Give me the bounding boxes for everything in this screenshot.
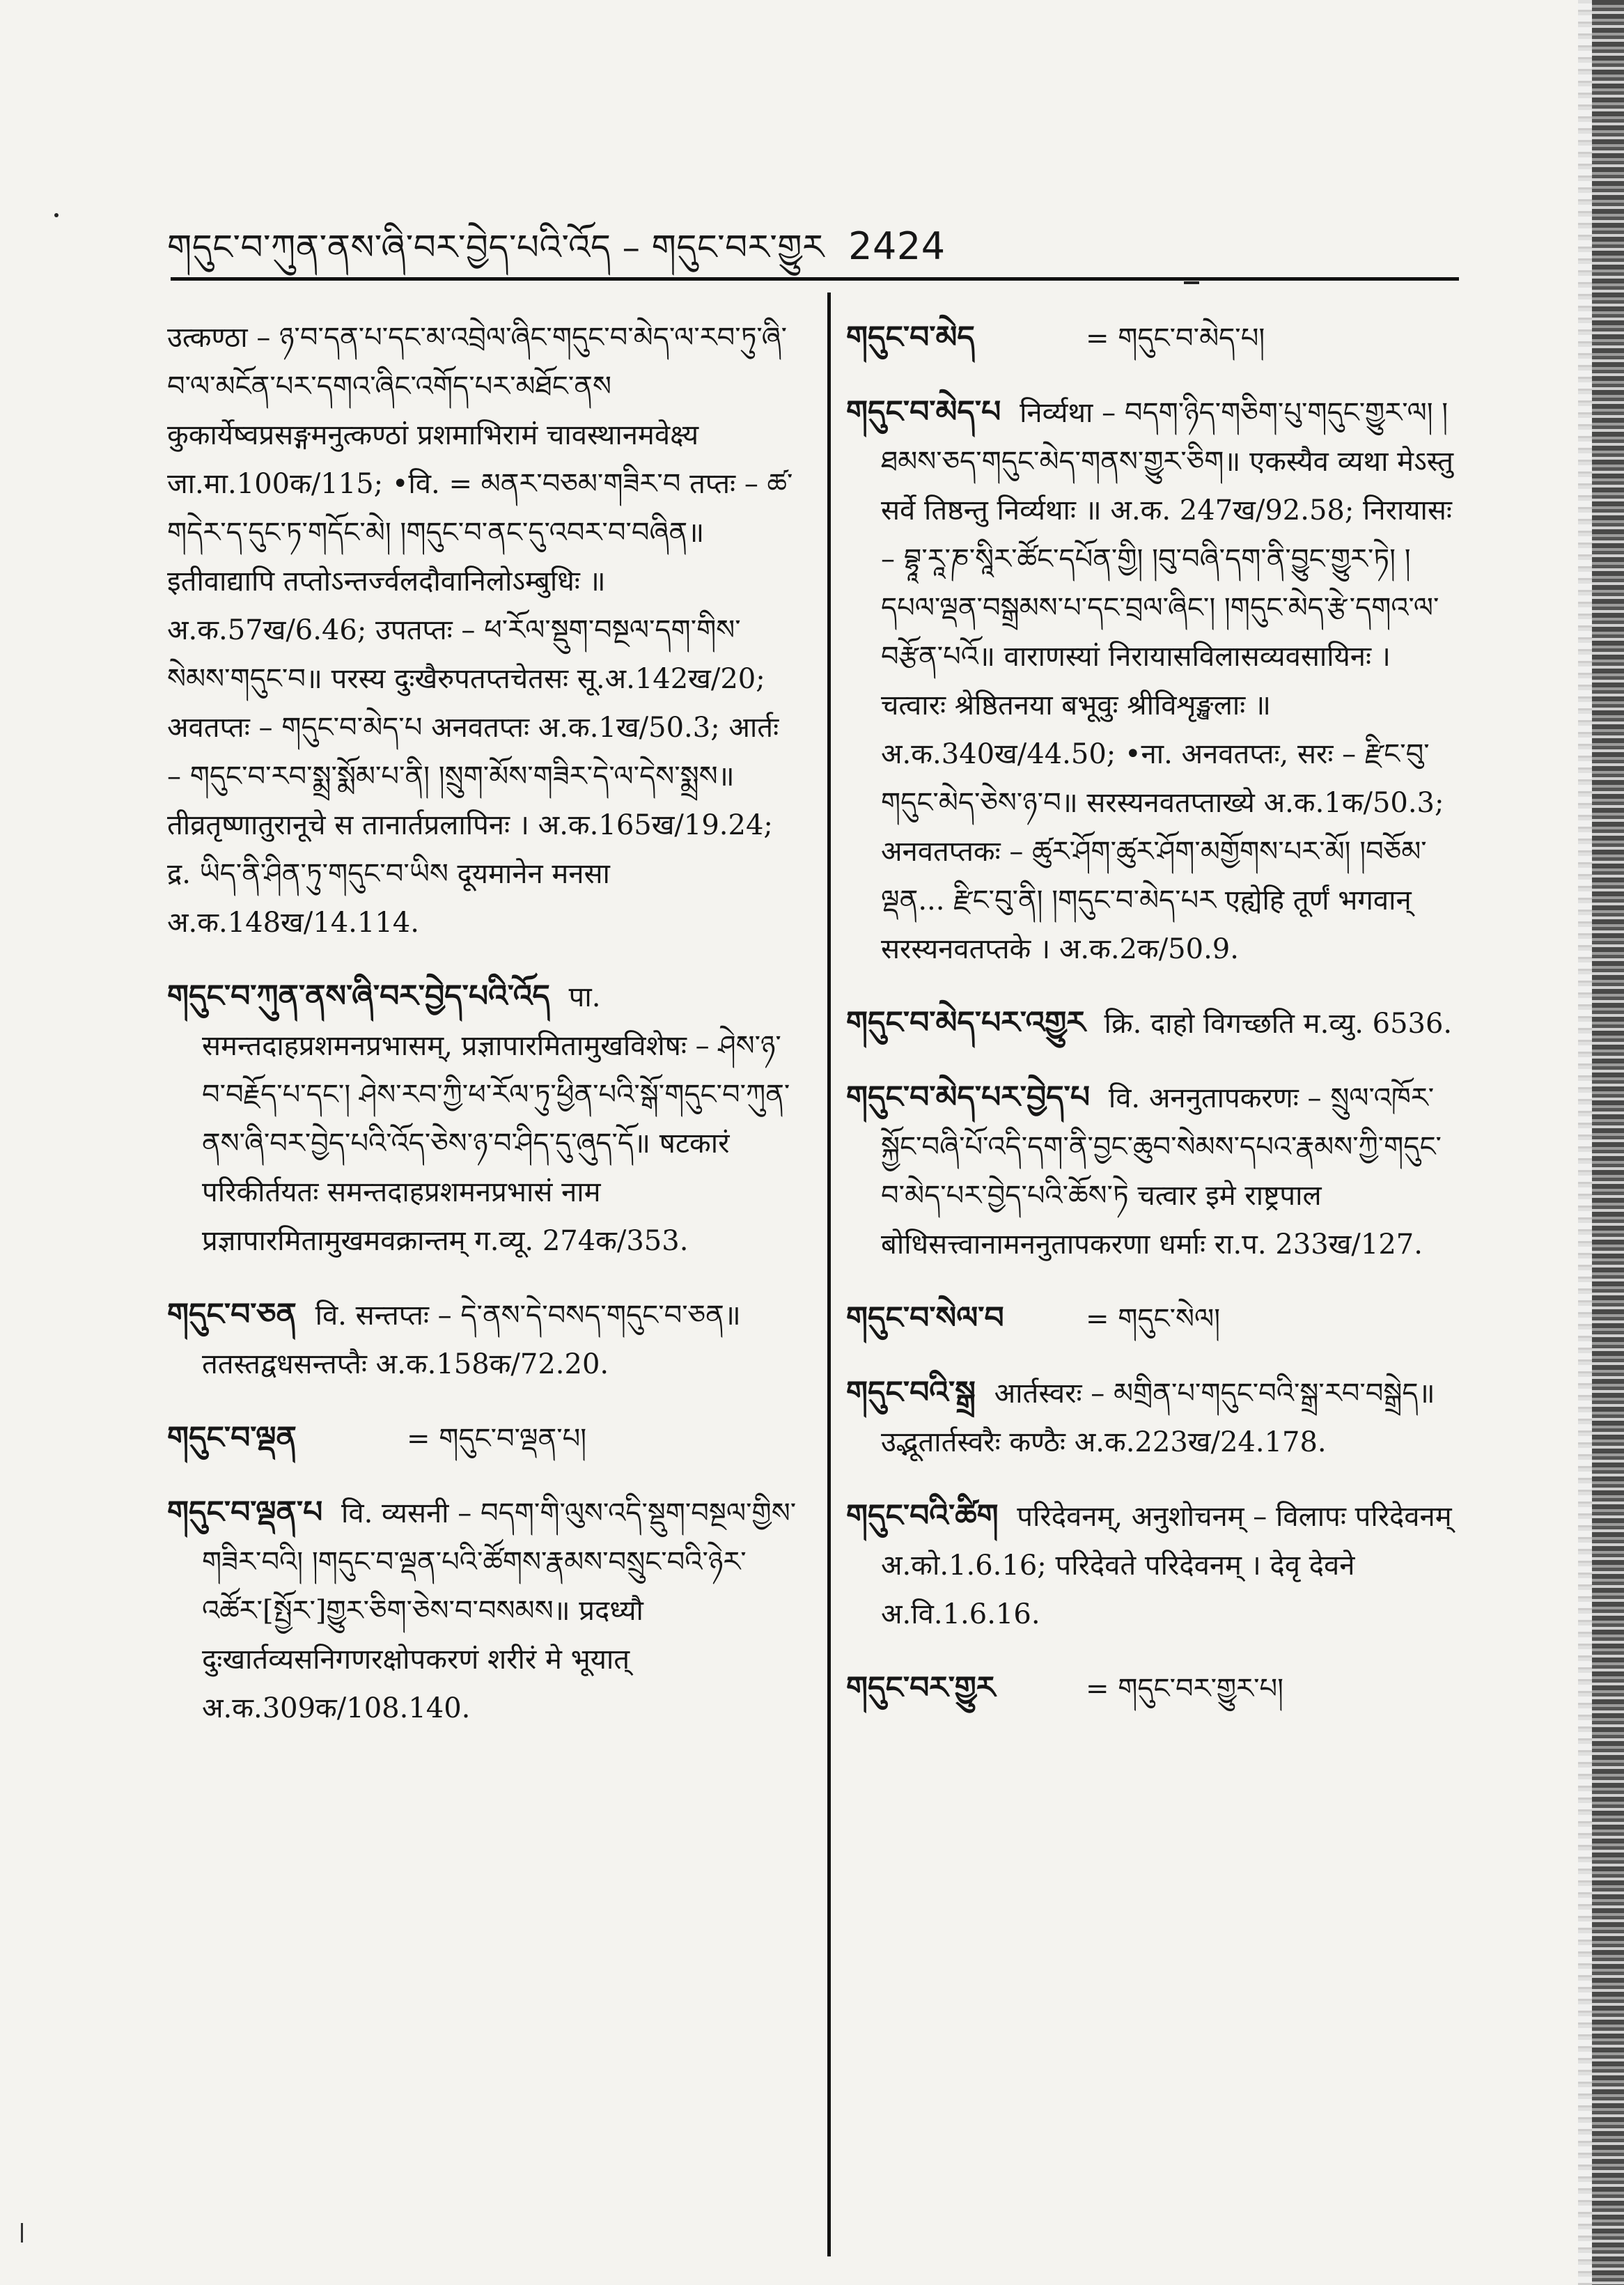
entry-headword: གདུང་བ་མེད་པར་བྱེད་པ [846,1079,1091,1115]
entry-body: पा. समन्तदाहप्रशमनप्रभासम्, प्रज्ञापारमितामुखविशेषः – ཤེས་ཉ་བ་བརྗོད་པ་དང་། ཤེས་རབ་ཀྱི་ཕ་རོལ་ཏུ་ཕྱིན་པའི་སྒོ་གདུང་བ་ཀུན་ནས་ཞི་བར་བྱེད་པའི་འོད་ཅེས་ཉ་བ་ཤིད་དུ་ཞུད་དོ॥ षटकारं परिकीर्तयतः समन्तदाहप्रशमनप्रभासं नाम प्रज्ञापारमितामुखमवक्रान्तम् ग.व्यू. 274क/353. [202,981,790,1257]
dictionary-entry [167,1290,801,1389]
left-column [167,313,801,1758]
running-title: གདུང་བ་ཀུན་ནས་ཞི་བར་བྱེད་པའི་འོད – གདུང་བར་གྱུར [167,227,825,267]
page-number: 2424 [848,224,946,268]
entry-body: वि. व्यसनी – བདག་གི་ལུས་འདི་སྡུག་བསྔལ་གྱིས་གཟིར་བའི། །གདུང་བ་ལྡན་པའི་ཚོགས་རྣམས་བསྲུང་བའི་ཉེར་འཚོར་[སྤྱོར་]གྱུར་ཅིག་ཅེས་བ་བསམས॥ प्रदध्यौ दुःखार्तव्यसनिगणरक्षोपकरणं शरीरं मे भूयात् अ.क.309क/108.140. [202,1497,797,1724]
dictionary-entry [846,388,1459,974]
running-header [167,209,946,306]
entry-headword: གདུང་བ་ཅན [167,1297,297,1332]
entry-body: आर्तस्वरः – མགྲིན་པ་གདུང་བའི་སྒྲ་རབ་བསྒྲེད॥ उद्भूतार्तस्वरैः कण्ठैः अ.क.223ख/24.178. [881,1378,1435,1458]
entry-body: क्रि. दाहो विगच्छति म.व्यु. 6536. [1104,1008,1453,1040]
cross-reference-entry [846,313,1459,363]
entry-body: = གདུང་བར་གྱུར་པ། [1086,1673,1283,1705]
scan-edge-light [1578,0,1592,2285]
column-divider [827,293,831,2256]
dictionary-entry [167,1488,801,1733]
entry-body: = གདུང་བ་ལྡན་པ། [407,1423,587,1455]
entry-body: उत्कण्ठा – ཉ་བ་དན་པ་དང་མ་འབྲེལ་ཞིང་གདུང་བ་མེད་ལ་རབ་ཏུ་ཞི་བ་ལ་མངོན་པར་དགའ་ཞིང་འགོད་པར་མཐོང་ནས कुकार्येष्वप्रसङ्गमनुत्कण्ठां प्रशमाभिरामं चावस्थानमवेक्ष्य जा.मा.100क/115; •वि. = མནར་བཅམ་གཟིར་བ तप्तः – ཚ་གདེར་ད་དུང་ཏ་གདོང་མེ། །གདུང་བ་ནང་དུ་འབར་བ་བཞིན॥ इतीवाद्यापि तप्तोऽन्तर्ज्वलदौवानिलोऽम्बुधिः ॥ अ.क.57ख/6.46; उपतप्तः – ཕ་རོལ་སྡུག་བསྔལ་དག་གིས་སེམས་གདུང་བ॥ परस्य दुःखैरुपतप्तचेतसः सू.अ.142ख/20; अवतप्तः – གདུང་བ་མེད་པ अनवतप्तः अ.क.1ख/50.3; आर्तः – གདུང་བ་རབ་སྨྲ་སྨོམ་པ་ནི། །སྲུག་མོས་གཟིར་དེ་ལ་དེས་སྨྲས॥ तीव्रतृष्णातुरानूचे स तानार्तप्रलापिनः । अ.क.165ख/19.24; द्र. ཡིད་ནི་ཤིན་ཏུ་གདུང་བ་ཡིས दूयमानेन मनसा अ.क.148ख/14.114. [167,322,793,939]
entry-body: वि. सन्तप्तः – དེ་ནས་དེ་བསད་གདུང་བ་ཅན॥ ततस्तद्वधसन्तप्तैः अ.क.158क/72.20. [202,1300,741,1380]
entry-headword: གདུང་བ་ཀུན་ནས་ཞི་བར་བྱེད་པའི་འོད [167,978,550,1014]
dictionary-entry [846,1073,1459,1269]
entry-headword: གདུང་བ་མེད་པར་འགྱུར [846,1005,1086,1040]
entry-body: वि. अननुतापकरणः – སྲུལ་འཁོར་སྐྱོང་བཞི་པོ་འདི་དག་ནི་བྱང་ཆུབ་སེམས་དཔའ་རྣམས་ཀྱི་གདུང་བ་མེད་པར་བྱེད་པའི་ཆོས་ཏེ चत्वार इमे राष्ट्रपाल बोधिसत्त्वानामननुतापकरणा धर्माः रा.प. 233ख/127. [881,1082,1442,1261]
entry-headword: གདུང་བའི་སྒྲ [846,1375,976,1410]
cross-reference-entry [846,1664,1459,1713]
dictionary-entry [167,313,801,947]
scan-mark [21,2223,23,2243]
entry-headword: གདུང་བར་གྱུར [846,1670,996,1706]
dictionary-entry [846,999,1459,1048]
entry-headword: གདུང་བ་མེད་པ [846,394,1001,430]
cross-reference-entry [167,1414,801,1463]
right-column [846,313,1459,1738]
scan-speck [54,213,58,217]
scan-tick [1184,281,1199,284]
scan-edge-dark [1592,0,1624,2285]
header-rule [171,277,1459,281]
entry-headword: གདུང་བའི་ཚིག [846,1498,999,1534]
dictionary-entry [846,1492,1459,1639]
entry-headword: གདུང་བ་ལྡན [167,1420,297,1456]
entry-headword: གདུང་བ་མེད [846,320,975,355]
entry-body: निर्व्यथा – བདག་ཉིད་གཅིག་པུ་གདུང་གྱུར་ལ། །ཐམས་ཅད་གདུང་མེད་གནས་གྱུར་ཅིག॥ एकस्यैव व्यथा मेऽस्तु सर्वे तिष्ठन्तु निर्व्यथाः ॥ अ.क. 247ख/92.58; निरायासः – བྷཱ་རཱ་ཎ་སཱིར་ཚོང་དཔོན་གྱི། །བུ་བཞི་དག་ནི་བྱུང་གྱུར་ཏེ། །དཔལ་ལྡན་བསྒྲམས་པ་དང་བྲལ་ཞིང་། །གདུང་མེད་རྩེ་དགའ་ལ་བརྩོན་པའོ॥ वाराणस्यां निरायासविलासव्यवसायिनः । चत्वारः श्रेष्ठितनया बभूवुः श्रीविशृङ्खलाः ॥ अ.क.340ख/44.50; •ना. अनवतप्तः, सरः – རྫིང་བུ་གདུང་མེད་ཅེས་ཉ་བ॥ सरस्यनवतप्ताख्ये अ.क.1क/50.3; अनवतप्तकः – ཚུར་ཤོག་ཚུར་ཤོག་མགྱོགས་པར་མོ། །བཅོམ་ལྡན... རྫིང་བུ་ནི། །གདུང་བ་མེད་པར एह्येहि तूर्णं भगवान् सरस्यनवतप्तके । अ.क.2क/50.9. [881,397,1454,965]
entry-body: परिदेवनम्, अनुशोचनम् – विलापः परिदेवनम् अ.को.1.6.16; परिदेवते परिदेवनम् । देवृ देवने अ.वि.1.6.16. [881,1501,1452,1630]
dictionary-entry [846,1368,1459,1467]
dictionary-entry [167,972,801,1265]
cross-reference-entry [846,1294,1459,1343]
entry-body: = གདུང་སེལ། [1086,1303,1221,1335]
entry-body: = གདུང་བ་མེད་པ། [1086,322,1265,354]
entry-headword: གདུང་བ་སེལ་བ [846,1300,1004,1336]
entry-headword: གདུང་བ་ལྡན་པ [167,1495,323,1530]
